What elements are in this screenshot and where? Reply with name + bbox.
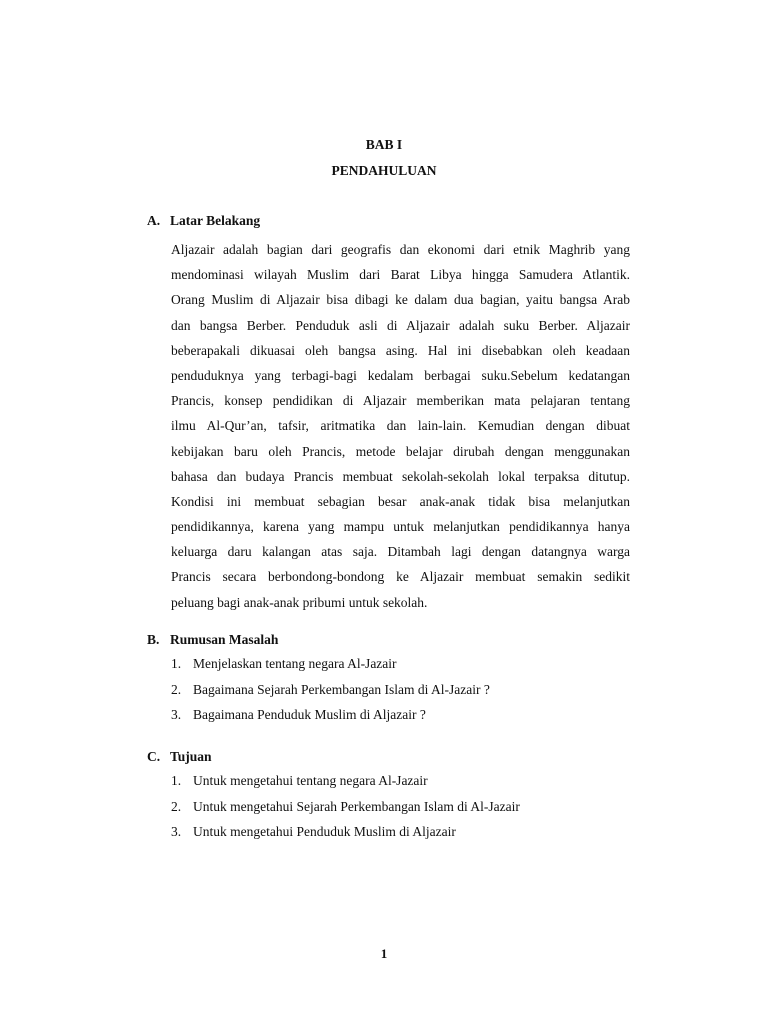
paragraph-line: Kondisi ini membuat sebagian besar anak-anak tidak bisa melanjutkan — [171, 493, 630, 509]
list-text: Bagaimana Sejarah Perkembangan Islam di Al-Jazair ? — [193, 681, 490, 697]
paragraph-line: dan bangsa Berber. Penduduk asli di Aljazair adalah suku Berber. Aljazair — [171, 317, 630, 333]
background-paragraph — [171, 237, 630, 615]
paragraph-line: Prancis, konsep pendidikan di Aljazair memberikan mata pelajaran tentang — [171, 393, 630, 409]
list-number: 1. — [171, 656, 182, 671]
paragraph-line: peluang bagi anak-anak pribumi untuk sekolah. — [171, 594, 428, 610]
paragraph-line: beberapakali dikuasai oleh bangsa asing. Hal ini disebabkan oleh keadaan — [171, 342, 630, 358]
page-number: 1 — [380, 946, 388, 961]
list-number: 3. — [171, 824, 182, 839]
chapter-label: BAB I — [365, 137, 403, 152]
list-item — [171, 824, 520, 850]
paragraph-line: penduduknya yang terbagi-bagi kedalam berbagai suku.Sebelum kedatangan — [171, 367, 630, 383]
list-item — [171, 773, 520, 799]
list-text: Untuk mengetahui tentang negara Al-Jazair — [193, 773, 428, 788]
section-heading-tujuan — [147, 749, 212, 765]
paragraph-line: Orang Muslim di Aljazair bisa dibagi ke dalam dua bagian, yaitu bangsa Arab — [171, 292, 630, 308]
paragraph-line: mendominasi wilayah Muslim dari Barat Libya hingga Samudera Atlantik. — [171, 267, 630, 283]
section-letter: A. — [147, 213, 161, 228]
paragraph-line: keluarga daru kalangan atas saja. Ditambah lagi dengan datangnya warga — [171, 544, 630, 560]
list-number: 3. — [171, 707, 182, 722]
list-item — [171, 799, 520, 825]
section-letter: C. — [147, 749, 161, 764]
section-heading-rumusan-masalah — [147, 632, 278, 648]
section-letter: B. — [147, 632, 160, 647]
section-title: Tujuan — [170, 749, 212, 764]
paragraph-line: pendidikannya, karena yang mampu untuk melanjutkan pendidikannya hanya — [171, 519, 630, 535]
list-text: Menjelaskan tentang negara Al-Jazair — [193, 656, 397, 671]
list-item — [171, 707, 490, 733]
paragraph-line: Aljazair adalah bagian dari geografis dan ekonomi dari etnik Maghrib yang — [171, 242, 630, 257]
paragraph-line: bahasa dan budaya Prancis membuat sekolah-sekolah lokal terpaksa ditutup. — [171, 468, 630, 484]
section-title: Latar Belakang — [170, 213, 261, 228]
chapter-title: PENDAHULUAN — [331, 163, 437, 178]
list-item — [171, 682, 490, 708]
list-number: 2. — [171, 798, 182, 814]
section-heading-latar-belakang — [147, 213, 260, 229]
paragraph-line: ilmu Al-Qur’an, tafsir, aritmatika dan lain-lain. Kemudian dengan dibuat — [171, 418, 630, 434]
list-text: Untuk mengetahui Sejarah Perkembangan Islam di Al-Jazair — [193, 798, 520, 814]
section-title: Rumusan Masalah — [170, 632, 279, 647]
list-text: Untuk mengetahui Penduduk Muslim di Aljazair — [193, 824, 456, 839]
list-number: 2. — [171, 681, 182, 697]
list-text: Bagaimana Penduduk Muslim di Aljazair ? — [193, 707, 426, 722]
objective-list — [171, 773, 520, 850]
list-number: 1. — [171, 773, 182, 788]
paragraph-line: kebijakan baru oleh Prancis, metode belajar dirubah dengan menggunakan — [171, 443, 630, 459]
paragraph-line: Prancis secara berbondong-bondong ke Aljazair membuat semakin sedikit — [171, 569, 630, 585]
problem-list — [171, 656, 490, 733]
list-item — [171, 656, 490, 682]
